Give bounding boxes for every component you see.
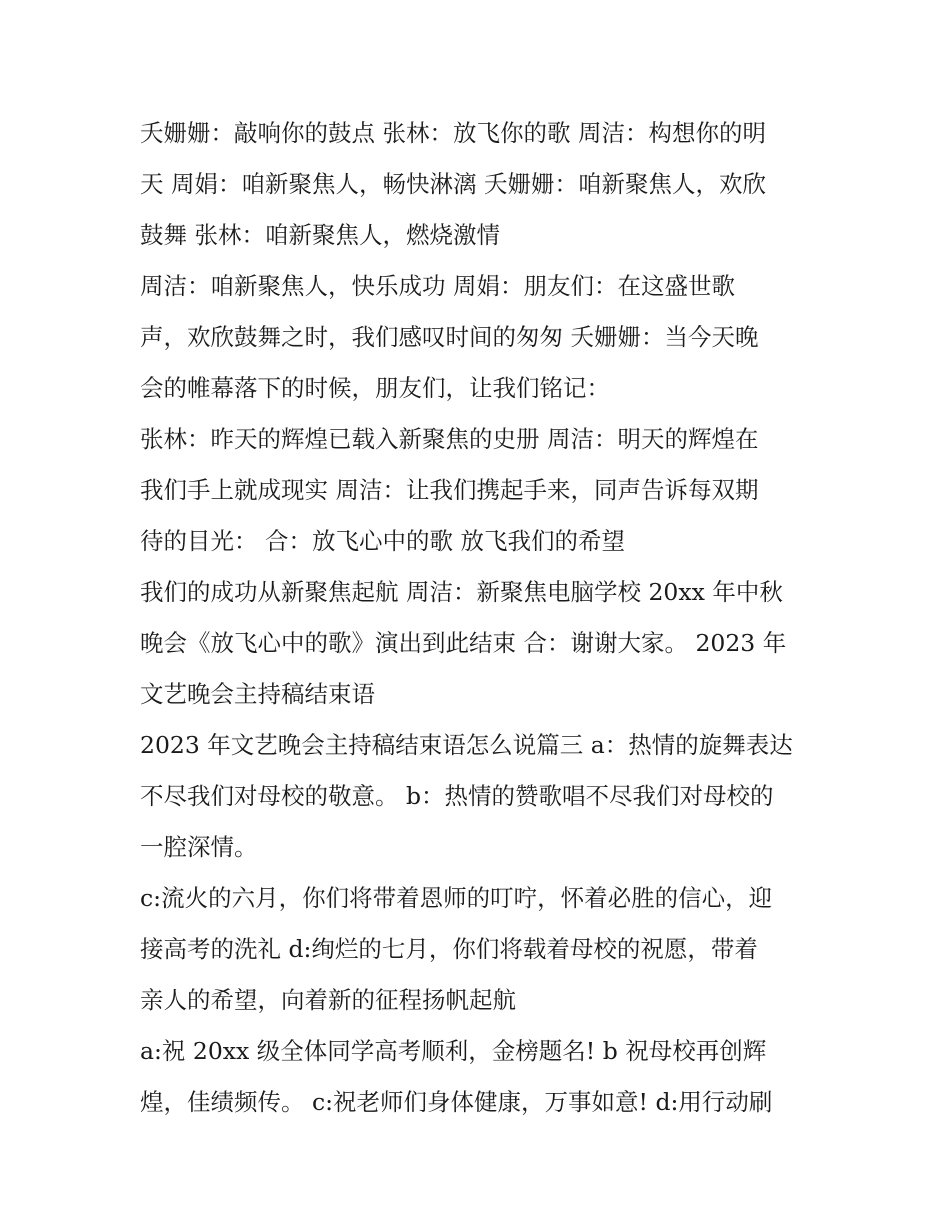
text-line: a:祝 20xx 级全体同学高考顺利，金榜题名! b 祝母校再创辉	[140, 1037, 767, 1065]
text-line: 煌，佳绩频传。 c:祝老师们身体健康，万事如意! d:用行动刷	[140, 1088, 773, 1116]
text-line: 晚会《放飞心中的歌》演出到此结束 合：谢谢大家。 2023 年	[140, 629, 787, 657]
text-line: 一腔深情。	[140, 833, 258, 861]
text-line: 张林：昨天的辉煌已载入新聚焦的史册 周洁：明天的辉煌在	[140, 425, 759, 453]
text-line: 文艺晚会主持稿结束语	[140, 680, 375, 708]
text-line: c:流火的六月，你们将带着恩师的叮咛，怀着必胜的信心，迎	[140, 884, 773, 912]
text-line: 接高考的洗礼 d:绚烂的七月，你们将载着母校的祝愿，带着	[140, 935, 758, 963]
text-line: 待的目光： 合：放飞心中的歌 放飞我们的希望	[140, 527, 625, 555]
text-line: 鼓舞 张林：咱新聚焦人，燃烧激情	[140, 221, 500, 249]
text-line: 声，欢欣鼓舞之时，我们感叹时间的匆匆 夭姗姗：当今天晚	[140, 323, 759, 351]
text-line: 我们的成功从新聚焦起航 周洁：新聚焦电脑学校 20xx 年中秋	[140, 578, 783, 606]
text-line: 会的帷幕落下的时候，朋友们，让我们铭记：	[140, 374, 610, 402]
text-line: 不尽我们对母校的敬意。 b：热情的赞歌唱不尽我们对母校的	[140, 782, 774, 810]
text-line: 周洁：咱新聚焦人，快乐成功 周娟：朋友们：在这盛世歌	[140, 272, 735, 300]
text-line: 2023 年文艺晚会主持稿结束语怎么说篇三 a：热情的旋舞表达	[140, 731, 793, 759]
text-line: 亲人的希望，向着新的征程扬帆起航	[140, 986, 516, 1014]
text-line: 天 周娟：咱新聚焦人，畅快淋漓 夭姗姗：咱新聚焦人，欢欣	[140, 170, 766, 198]
text-line: 我们手上就成现实 周洁：让我们携起手来，同声告诉每双期	[140, 476, 759, 504]
text-line: 夭姗姗：敲响你的鼓点 张林：放飞你的歌 周洁：构想你的明	[140, 119, 766, 147]
document-body	[140, 108, 820, 1128]
